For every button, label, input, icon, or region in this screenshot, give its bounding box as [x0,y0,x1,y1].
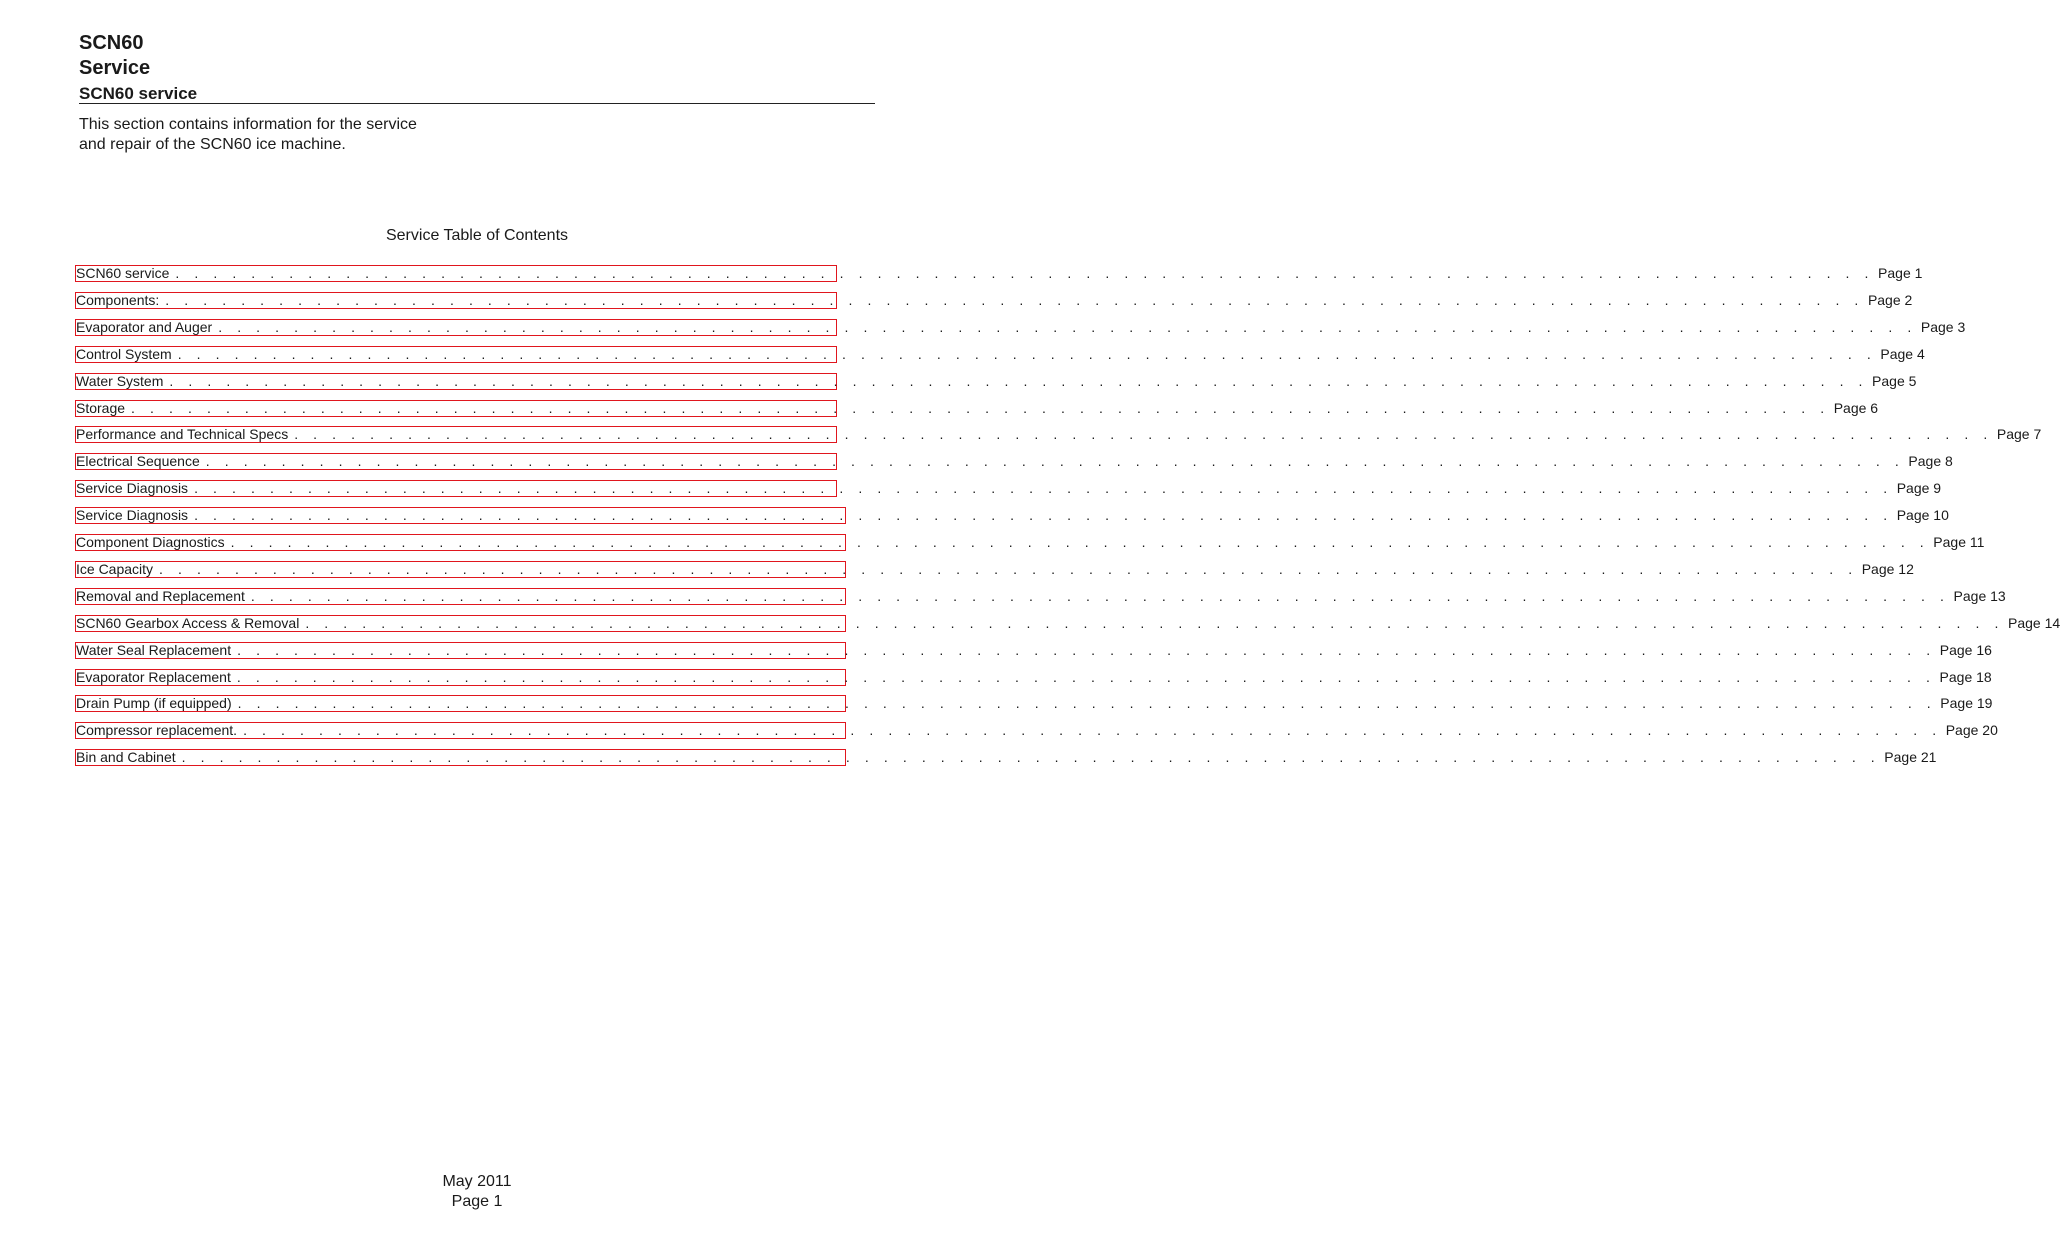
toc-leader-dots: . . . . . . . . . . . . . . . . . . . . . . . . . . . . . . . . . . . . . . . . . . . . . . . . . . . . . . . . . . . . . . . . . . . . . . . . . . . . . . . . . . . . . . . . . . [236,669,1936,685]
toc-entry-link[interactable] [75,695,1993,712]
toc-entry-label: Ice Capacity [76,561,154,577]
toc-entry-link[interactable] [75,400,1879,417]
toc-entry-label: Evaporator Replacement [76,669,231,685]
toc-leader-dots: . . . . . . . . . . . . . . . . . . . . . . . . . . . . . . . . . . . . . . . . . . . . . . . . . . . . . . . . . . . . . . . . . . . . . . . . . . . . . . . . . . . . . . . . . . [159,561,1858,577]
toc-entry-label: Component Diagnostics [76,534,225,550]
toc-entry-label: Components: [76,292,160,308]
toc-title: Service Table of Contents [385,227,569,244]
toc-entry-label: Removal and Replacement [76,588,245,604]
toc-entry-link[interactable] [75,642,1992,659]
toc-leader-dots: . . . . . . . . . . . . . . . . . . . . . . . . . . . . . . . . . . . . . . . . . . . . . . . . . . . . . . . . . . . . . . . . . . . . . . . . . . . . . . . . . . . . . . . . . . [165,292,1864,308]
toc-entry-link[interactable] [75,319,1966,336]
intro-line: This section contains information for the service [79,116,417,133]
intro-paragraph [79,115,479,155]
footer-date: May 2011 [442,1173,512,1190]
toc-entry-link[interactable] [75,669,1992,686]
toc-entry-link[interactable] [75,292,1913,309]
toc-entry-label: Service Diagnosis [76,480,189,496]
toc-entry-page: Page 21 [1884,749,1937,765]
toc-entry-link[interactable] [75,453,1953,470]
toc-entry-page: Page 20 [1945,722,1998,738]
toc-entry-page: Page 6 [1833,400,1879,416]
toc-leader-dots: . . . . . . . . . . . . . . . . . . . . . . . . . . . . . . . . . . . . . . . . . . . . . . . . . . . . . . . . . . . . . . . . . . . . . . . . . . . . . . . . . . . . . . . . . . [218,319,1917,335]
toc-leader-dots: . . . . . . . . . . . . . . . . . . . . . . . . . . . . . . . . . . . . . . . . . . . . . . . . . . . . . . . . . . . . . . . . . . . . . . . . . . . . . . . . . . . . . . . . . . [194,507,1893,523]
toc-entry-page: Page 12 [1861,561,1914,577]
toc-leader-dots: . . . . . . . . . . . . . . . . . . . . . . . . . . . . . . . . . . . . . . . . . . . . . . . . . . . . . . . . . . . . . . . . . . . . . . . . . . . . . . . . . . . . . . . . . . [194,480,1893,496]
toc-entry-label: Service Diagnosis [76,507,189,523]
toc-entry-page: Page 9 [1896,480,1942,496]
toc-entry-link[interactable] [75,588,2006,605]
toc-leader-dots: . . . . . . . . . . . . . . . . . . . . . . . . . . . . . . . . . . . . . . . . . . . . . . . . . . . . . . . . . . . . . . . . . . . . . . . . . . . . . . . . . . . . . . . . . . [175,265,1875,281]
toc-leader-dots: . . . . . . . . . . . . . . . . . . . . . . . . . . . . . . . . . . . . . . . . . . . . . . . . . . . . . . . . . . . . . . . . . . . . . . . . . . . . . . . . . . . . . . . . . . [237,695,1937,711]
toc-entry-link[interactable] [75,561,1914,578]
toc-entry-page: Page 13 [1953,588,2006,604]
toc-entry-page: Page 16 [1939,642,1992,658]
toc-leader-dots: . . . . . . . . . . . . . . . . . . . . . . . . . . . . . . . . . . . . . . . . . . . . . . . . . . . . . . . . . . . . . . . . . . . . . . . . . . . . . . . . . . . . . . . . . . [294,426,1993,442]
toc-entry-link[interactable] [75,749,1937,766]
intro-line: and repair of the SCN60 ice machine. [79,136,346,153]
header-divider [79,103,875,104]
toc-entry-label: Storage [76,400,126,416]
toc-entry-page: Page 2 [1867,292,1913,308]
toc-entry-link[interactable] [75,615,2060,632]
toc-entry-page: Page 18 [1939,669,1992,685]
toc-entry-label: Bin and Cabinet [76,749,176,765]
toc-leader-dots: . . . . . . . . . . . . . . . . . . . . . . . . . . . . . . . . . . . . . . . . . . . . . . . . . . . . . . . . . . . . . . . . . . . . . . . . . . . . . . . . . . . . . . . . . . [131,400,1830,416]
toc-entry-label: Compressor replacement. [76,722,238,738]
toc-entry-page: Page 8 [1908,453,1953,469]
toc-entry-link[interactable] [75,265,1923,282]
toc-entry-link[interactable] [75,373,1917,390]
toc-entry-page: Page 11 [1933,534,1985,550]
toc-entry-page: Page 4 [1880,346,1925,362]
toc-entry-label: Electrical Sequence [76,453,200,469]
toc-entry-link[interactable] [75,507,1949,524]
toc-leader-dots: . . . . . . . . . . . . . . . . . . . . . . . . . . . . . . . . . . . . . . . . . . . . . . . . . . . . . . . . . . . . . . . . . . . . . . . . . . . . . . . . . . . . . . . . . . [305,615,2004,631]
toc-entry-label: Control System [76,346,172,362]
toc-entry-page: Page 5 [1872,373,1917,389]
toc-leader-dots: . . . . . . . . . . . . . . . . . . . . . . . . . . . . . . . . . . . . . . . . . . . . . . . . . . . . . . . . . . . . . . . . . . . . . . . . . . . . . . . . . . . . . . . . . . [250,588,1950,604]
toc-entry-page: Page 10 [1896,507,1949,523]
toc-leader-dots: . . . . . . . . . . . . . . . . . . . . . . . . . . . . . . . . . . . . . . . . . . . . . . . . . . . . . . . . . . . . . . . . . . . . . . . . . . . . . . . . . . . . . . . . . . [205,453,1905,469]
toc-leader-dots: . . . . . . . . . . . . . . . . . . . . . . . . . . . . . . . . . . . . . . . . . . . . . . . . . . . . . . . . . . . . . . . . . . . . . . . . . . . . . . . . . . . . . . . . . . [181,749,1881,765]
footer-page-number: Page 1 [451,1193,503,1210]
toc-entry-label: SCN60 Gearbox Access & Removal [76,615,300,631]
toc-entry-link[interactable] [75,480,1942,497]
toc-entry-link[interactable] [75,534,1985,551]
toc-leader-dots: . . . . . . . . . . . . . . . . . . . . . . . . . . . . . . . . . . . . . . . . . . . . . . . . . . . . . . . . . . . . . . . . . . . . . . . . . . . . . . . . . . . . . . . . . . [243,722,1942,738]
toc-leader-dots: . . . . . . . . . . . . . . . . . . . . . . . . . . . . . . . . . . . . . . . . . . . . . . . . . . . . . . . . . . . . . . . . . . . . . . . . . . . . . . . . . . . . . . . . . . [169,373,1869,389]
toc-entry-label: Drain Pump (if equipped) [76,695,232,711]
toc-entry-link[interactable] [75,426,2042,443]
toc-leader-dots: . . . . . . . . . . . . . . . . . . . . . . . . . . . . . . . . . . . . . . . . . . . . . . . . . . . . . . . . . . . . . . . . . . . . . . . . . . . . . . . . . . . . . . . . . . [177,346,1877,362]
toc-entry-page: Page 3 [1920,319,1966,335]
toc-entry-page: Page 1 [1878,265,1923,281]
toc-entry-page: Page 14 [2007,615,2060,631]
toc-entry-page: Page 7 [1996,426,2042,442]
document-model-title: SCN60 [79,32,144,54]
toc-leader-dots: . . . . . . . . . . . . . . . . . . . . . . . . . . . . . . . . . . . . . . . . . . . . . . . . . . . . . . . . . . . . . . . . . . . . . . . . . . . . . . . . . . . . . . . . . . [237,642,1936,658]
toc-entry-page: Page 19 [1940,695,1993,711]
toc-entry-label: Water Seal Replacement [76,642,232,658]
toc-entry-label: Water System [76,373,164,389]
toc-entry-label: Evaporator and Auger [76,319,213,335]
toc-entry-link[interactable] [75,346,1925,363]
toc-entry-link[interactable] [75,722,1998,739]
toc-entry-label: Performance and Technical Specs [76,426,289,442]
section-title: Service [79,57,151,79]
subsection-title: SCN60 service [79,84,198,103]
toc-entry-label: SCN60 service [76,265,170,281]
toc-leader-dots: . . . . . . . . . . . . . . . . . . . . . . . . . . . . . . . . . . . . . . . . . . . . . . . . . . . . . . . . . . . . . . . . . . . . . . . . . . . . . . . . . . . . . . . . . . [230,534,1930,550]
